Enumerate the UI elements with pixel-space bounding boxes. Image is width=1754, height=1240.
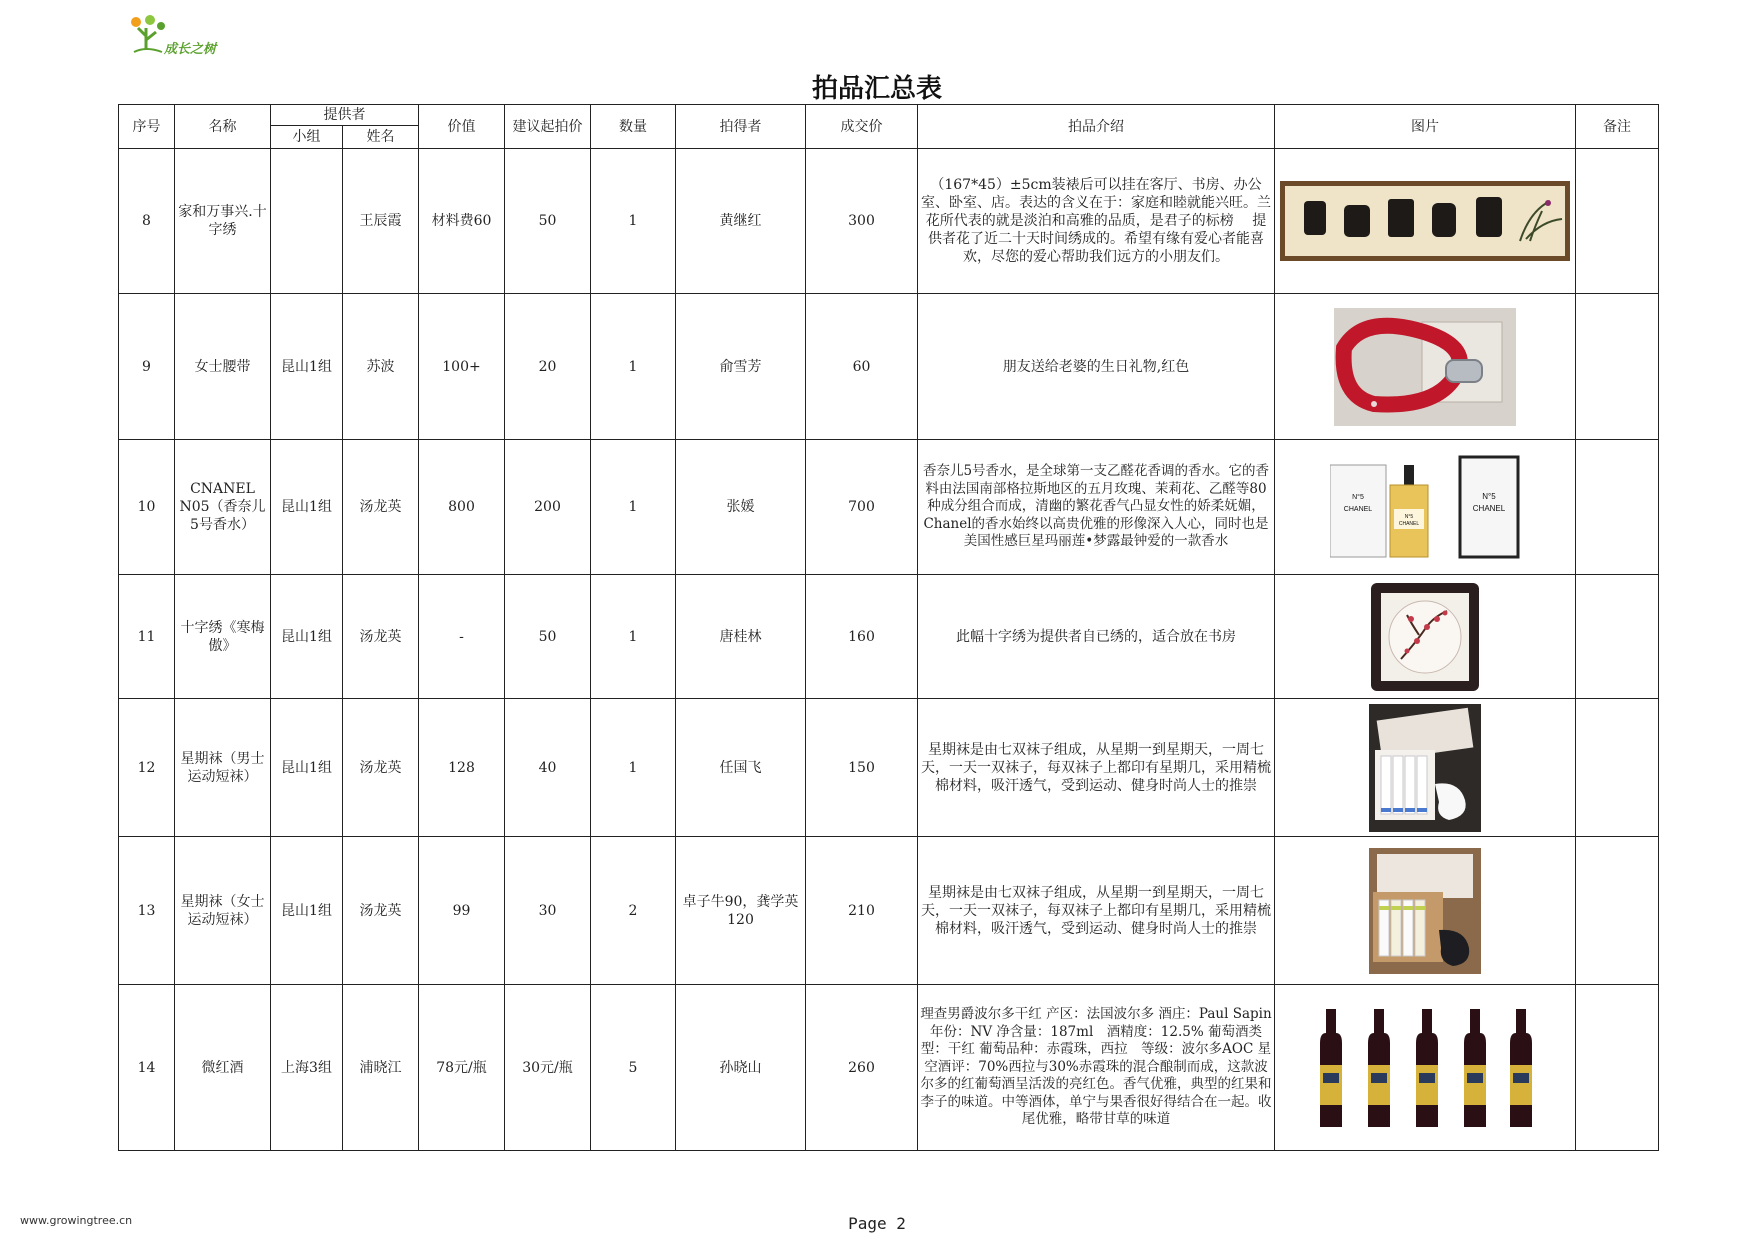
cell-person: 汤龙英 [343,440,419,575]
cell-note [1576,985,1659,1151]
cell-start: 200 [505,440,591,575]
cell-note [1576,294,1659,440]
cell-deal: 260 [806,985,918,1151]
perfume-bottle-brand: CHANEL [1398,521,1420,527]
cell-winner: 卓子牛90，龚学英120 [676,837,806,985]
brand-logo [128,14,238,64]
cell-image [1275,985,1576,1151]
cell-winner: 唐桂林 [676,575,806,699]
header-seq: 序号 [119,105,175,149]
page-title: 拍品汇总表 [811,74,942,104]
header-person: 姓名 [343,126,419,149]
cell-seq: 11 [119,575,175,699]
cell-start: 30 [505,837,591,985]
red-belt-photo [1334,308,1516,426]
cell-start: 20 [505,294,591,440]
cell-qty: 1 [591,149,676,294]
header-note: 备注 [1576,105,1659,149]
cell-value: - [419,575,505,699]
cell-name: 微红酒 [175,985,271,1151]
header-start-price: 建议起拍价 [505,105,591,149]
women-socks-photo [1369,848,1481,974]
cell-qty: 1 [591,440,676,575]
cell-name: 家和万事兴.十字绣 [175,149,271,294]
perfume-case-no: N°5 [1482,492,1496,501]
header-deal: 成交价 [806,105,918,149]
page-number: Page 2 [848,1214,906,1233]
cell-qty: 5 [591,985,676,1151]
auction-summary-table [118,104,1659,1151]
cell-group [271,149,343,294]
cell-qty: 1 [591,575,676,699]
cell-seq: 10 [119,440,175,575]
cell-intro: 理查男爵波尔多干红 产区：法国波尔多 酒庄：Paul Sapin 年份：NV 净含量：187ml 酒精度：12.5% 葡萄酒类型：干红 葡萄品种：赤霞珠，西拉 等级：波尔多AOC 星空酒评：70%西拉与30%赤霞珠的混合酿制而成，这款波尔多的红葡萄酒呈活泼的亮红色。香气优雅，典型的红果和李子的味道。中等酒体，单宁与果香很好得结合在一起。收尾优雅，略带甘草的味道 [918,985,1275,1151]
cell-value: 100+ [419,294,505,440]
cell-person: 汤龙英 [343,575,419,699]
cell-qty: 1 [591,294,676,440]
cell-person: 浦晓江 [343,985,419,1151]
cell-intro: 香奈儿5号香水，是全球第一支乙醛花香调的香水。它的香料由法国南部格拉斯地区的五月玫瑰、茉莉花、乙醛等80种成分组合而成，清幽的繁花香气凸显女性的娇柔妩媚，Chanel的香水始终以高贵优雅的形像深入人心，同时也是美国性感巨星玛丽莲•梦露最钟爱的一款香水 [918,440,1275,575]
cell-intro: （167*45）±5cm装裱后可以挂在客厅、书房、办公室、卧室、店。表达的含义在于：家庭和睦就能兴旺。兰花所代表的就是淡泊和高雅的品质，是君子的标榜 提供者花了近二十天时间绣成的。希望有缘有爱心者能喜欢，尽您的爱心帮助我们远方的小朋友们。 [918,149,1275,294]
cell-name: CNANEL N05（香奈儿5号香水） [175,440,271,575]
cell-note [1576,575,1659,699]
cell-person: 汤龙英 [343,837,419,985]
cell-person: 苏波 [343,294,419,440]
cell-value: 99 [419,837,505,985]
cell-deal: 150 [806,699,918,837]
table-row [119,837,1659,985]
cell-image [1275,837,1576,985]
cell-image [1275,149,1576,294]
cell-winner: 俞雪芳 [676,294,806,440]
header-winner: 拍得者 [676,105,806,149]
calligraphy-embroidery-photo [1280,181,1570,261]
cell-image [1275,575,1576,699]
perfume-photo [1330,455,1520,559]
cell-seq: 13 [119,837,175,985]
perfume-box-brand: CHANEL [1343,506,1373,513]
table-row [119,149,1659,294]
cell-start: 40 [505,699,591,837]
cell-winner: 任国飞 [676,699,806,837]
cell-group: 昆山1组 [271,575,343,699]
brand-name: 成长之树 [164,42,217,57]
cell-qty: 1 [591,699,676,837]
perfume-box-no: N°5 [1352,494,1364,501]
cell-group: 昆山1组 [271,837,343,985]
table-row [119,575,1659,699]
cell-group: 昆山1组 [271,699,343,837]
header-row [119,105,1659,126]
cell-intro: 朋友送给老婆的生日礼物,红色 [918,294,1275,440]
cell-name: 星期袜（女士运动短袜） [175,837,271,985]
cell-seq: 8 [119,149,175,294]
cell-group: 上海3组 [271,985,343,1151]
cell-note [1576,440,1659,575]
perfume-case-brand: CHANEL [1472,504,1506,513]
header-name: 名称 [175,105,271,149]
table-row [119,985,1659,1151]
men-socks-photo [1369,704,1481,832]
header-provider: 提供者 [271,105,419,126]
cell-name: 女士腰带 [175,294,271,440]
cell-value: 128 [419,699,505,837]
cell-value: 材料费60 [419,149,505,294]
header-group: 小组 [271,126,343,149]
cell-start: 50 [505,149,591,294]
perfume-bottle-no: N°5 [1404,514,1414,520]
header-value: 价值 [419,105,505,149]
cell-value: 800 [419,440,505,575]
cell-name: 星期袜（男士运动短袜） [175,699,271,837]
cell-intro: 此幅十字绣为提供者自已绣的，适合放在书房 [918,575,1275,699]
cell-deal: 300 [806,149,918,294]
tree-icon [128,14,168,56]
cell-person: 王辰霞 [343,149,419,294]
cell-image [1275,294,1576,440]
cell-name: 十字绣《寒梅傲》 [175,575,271,699]
cell-seq: 12 [119,699,175,837]
header-image: 图片 [1275,105,1576,149]
cell-deal: 700 [806,440,918,575]
cell-note [1576,149,1659,294]
plum-embroidery-photo [1367,579,1483,695]
cell-intro: 星期袜是由七双袜子组成，从星期一到星期天，一周七天，一天一双袜子，每双袜子上都印有星期几，采用精梳棉材料，吸汗透气，受到运动、健身时尚人士的推崇 [918,699,1275,837]
footer-url: www.growingtree.cn [20,1214,133,1227]
header-qty: 数量 [591,105,676,149]
cell-intro: 星期袜是由七双袜子组成，从星期一到星期天，一周七天，一天一双袜子，每双袜子上都印有星期几，采用精梳棉材料，吸汗透气，受到运动、健身时尚人士的推崇 [918,837,1275,985]
cell-seq: 9 [119,294,175,440]
red-wine-bottles-photo [1310,1005,1540,1131]
cell-group: 昆山1组 [271,440,343,575]
cell-image [1275,699,1576,837]
cell-seq: 14 [119,985,175,1151]
cell-winner: 孙晓山 [676,985,806,1151]
cell-image [1275,440,1576,575]
cell-value: 78元/瓶 [419,985,505,1151]
table-row [119,440,1659,575]
cell-deal: 160 [806,575,918,699]
cell-start: 50 [505,575,591,699]
cell-deal: 210 [806,837,918,985]
cell-note [1576,699,1659,837]
cell-note [1576,837,1659,985]
cell-person: 汤龙英 [343,699,419,837]
cell-winner: 黄继红 [676,149,806,294]
table-row [119,699,1659,837]
cell-winner: 张媛 [676,440,806,575]
header-intro: 拍品介绍 [918,105,1275,149]
table-row [119,294,1659,440]
cell-start: 30元/瓶 [505,985,591,1151]
cell-qty: 2 [591,837,676,985]
cell-group: 昆山1组 [271,294,343,440]
cell-deal: 60 [806,294,918,440]
